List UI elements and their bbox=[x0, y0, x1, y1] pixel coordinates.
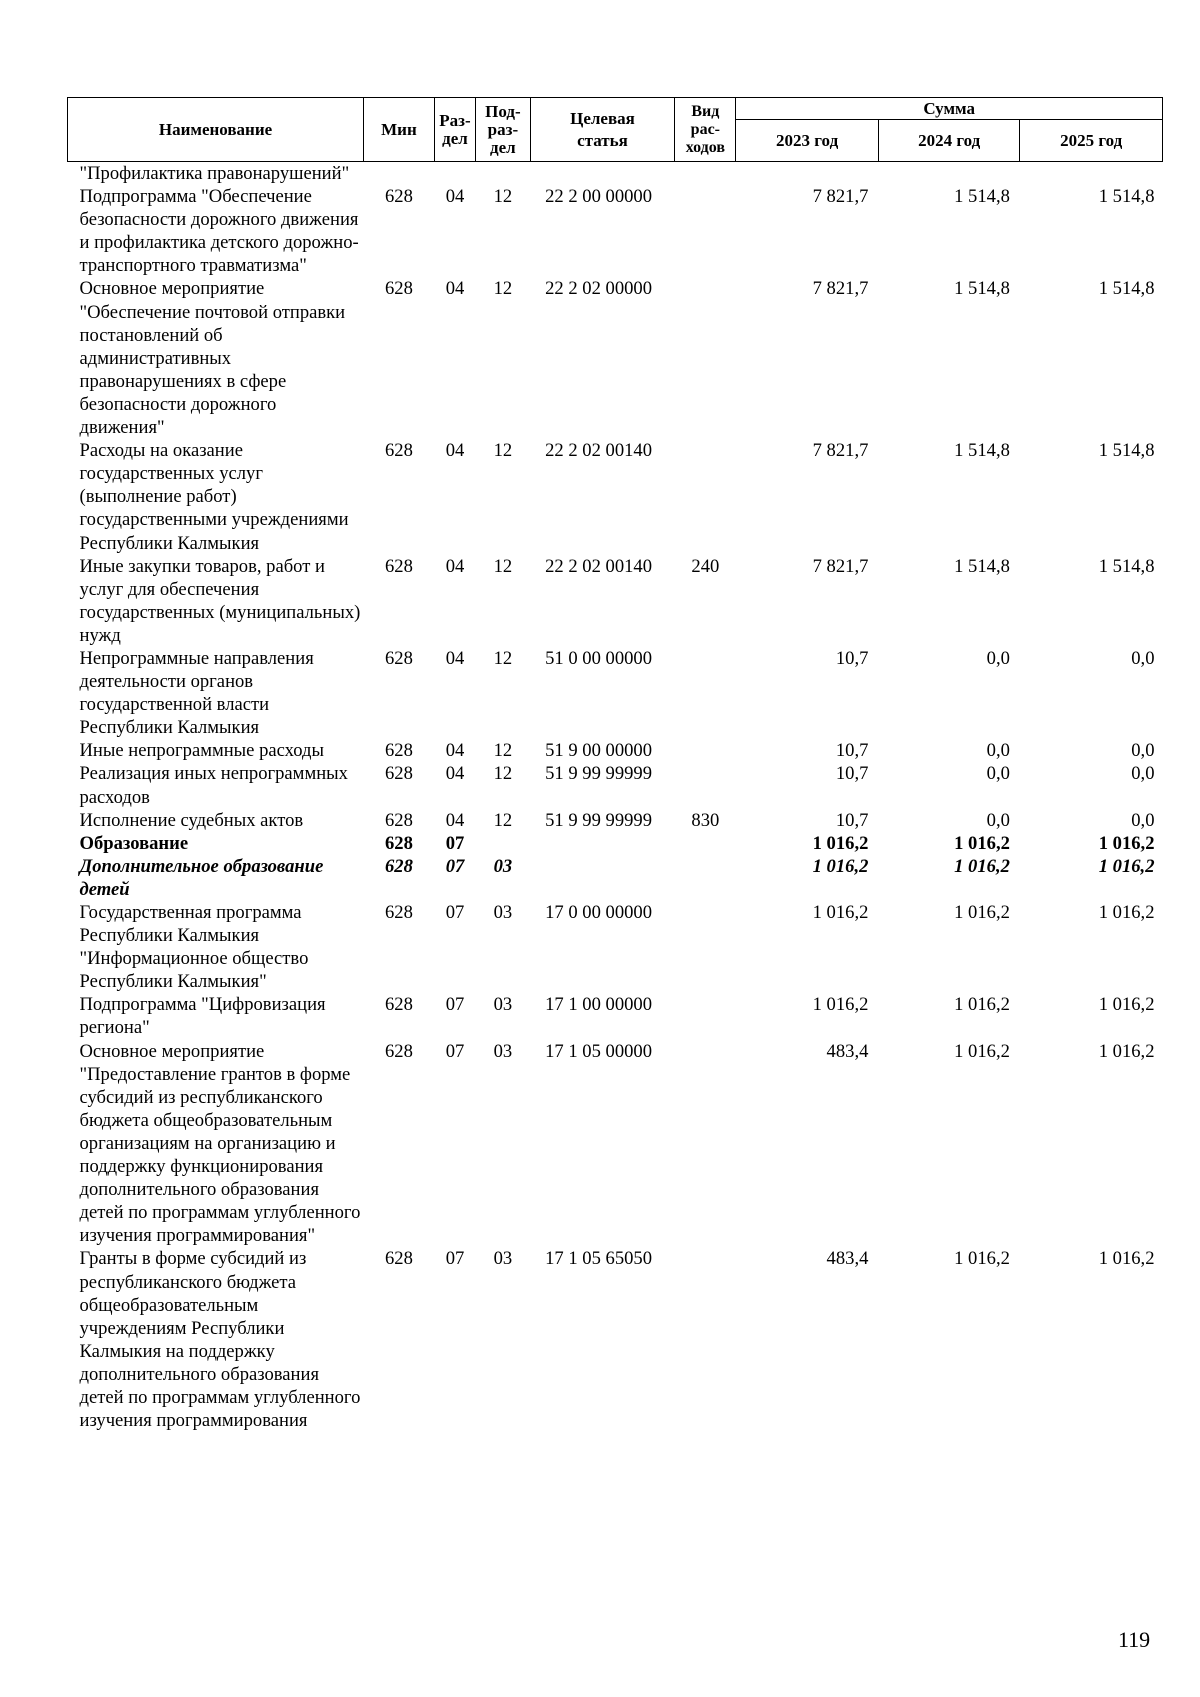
cell-sum-2024: 0,0 bbox=[986, 740, 1010, 762]
cell-name: Реализация иных непрограммных расходов bbox=[79, 763, 348, 808]
cell-sum-2024: 1 514,8 bbox=[954, 278, 1010, 300]
cell-vid-rashodov bbox=[675, 1040, 736, 1248]
cell-celevaya-statya: 17 0 00 00000 bbox=[545, 902, 653, 923]
cell-podrazdel: 12 bbox=[493, 809, 513, 831]
cell-podrazdel: 03 bbox=[493, 902, 513, 923]
cell-celevaya-statya: 51 9 99 99999 bbox=[545, 809, 653, 831]
cell-sum-2025 bbox=[1020, 162, 1163, 186]
cell-celevaya-statya: 51 9 99 99999 bbox=[545, 763, 653, 785]
table-row bbox=[68, 832, 1163, 855]
cell-min: 628 bbox=[384, 278, 413, 300]
cell-razdel: 04 bbox=[445, 647, 465, 669]
cell-min: 628 bbox=[384, 740, 413, 762]
cell-sum-2025: 0,0 bbox=[1131, 763, 1155, 785]
cell-min: 628 bbox=[384, 994, 413, 1016]
cell-vid-rashodov bbox=[675, 762, 736, 808]
cell-celevaya-statya bbox=[530, 162, 675, 186]
cell-celevaya-statya: 17 1 05 00000 bbox=[545, 1040, 653, 1062]
table-row bbox=[68, 762, 1163, 808]
cell-razdel: 07 bbox=[445, 902, 465, 923]
cell-name: Непрограммные направления деятельности органов государственной власти Республики Калмыкия bbox=[79, 647, 314, 739]
cell-sum-2023: 1 016,2 bbox=[812, 855, 869, 877]
table-body bbox=[68, 162, 1163, 1433]
cell-sum-2025: 1 016,2 bbox=[1098, 1040, 1155, 1062]
header-celevaya-statya: Целевая статья bbox=[530, 98, 675, 162]
cell-sum-2023: 7 821,7 bbox=[812, 440, 869, 462]
cell-sum-2025: 0,0 bbox=[1131, 809, 1155, 831]
header-podrazdel: Под- раз- дел bbox=[476, 98, 530, 162]
table-row bbox=[68, 739, 1163, 762]
table-header bbox=[68, 98, 1163, 162]
cell-sum-2025: 1 016,2 bbox=[1098, 855, 1155, 877]
cell-razdel: 07 bbox=[445, 832, 465, 854]
cell-podrazdel: 12 bbox=[493, 740, 513, 762]
table-row bbox=[68, 555, 1163, 647]
header-summa: Сумма bbox=[736, 98, 1163, 120]
cell-sum-2023: 483,4 bbox=[826, 1248, 869, 1270]
cell-min: 628 bbox=[384, 855, 413, 877]
cell-podrazdel: 03 bbox=[493, 1040, 513, 1062]
cell-sum-2025: 1 514,8 bbox=[1098, 440, 1155, 462]
cell-vid-rashodov bbox=[675, 901, 736, 993]
cell-sum-2023: 10,7 bbox=[835, 809, 869, 831]
cell-vid-rashodov: 240 bbox=[691, 555, 720, 577]
cell-sum-2023: 1 016,2 bbox=[812, 994, 869, 1016]
budget-table bbox=[67, 97, 1163, 1432]
cell-sum-2023: 10,7 bbox=[835, 763, 869, 785]
table-row bbox=[68, 647, 1163, 739]
cell-sum-2023: 7 821,7 bbox=[812, 186, 869, 208]
cell-name: Образование bbox=[79, 832, 189, 854]
cell-min: 628 bbox=[384, 809, 413, 831]
cell-min: 628 bbox=[384, 186, 413, 208]
cell-sum-2023 bbox=[736, 162, 879, 186]
cell-vid-rashodov bbox=[675, 993, 736, 1039]
cell-sum-2023: 7 821,7 bbox=[812, 555, 869, 577]
cell-vid-rashodov bbox=[675, 162, 736, 186]
cell-name: Расходы на оказание государственных услуг (выполнение работ) государственными учреждениями Республики Калмыкия bbox=[79, 440, 349, 554]
table-row bbox=[68, 277, 1163, 439]
cell-celevaya-statya: 51 0 00 00000 bbox=[545, 647, 653, 669]
table-row bbox=[68, 439, 1163, 554]
header-vid-rashodov: Вид рас- ходов bbox=[675, 98, 736, 162]
cell-razdel: 04 bbox=[445, 440, 465, 462]
cell-celevaya-statya: 17 1 00 00000 bbox=[545, 994, 653, 1016]
table-row bbox=[68, 855, 1163, 901]
cell-name: "Профилактика правонарушений" bbox=[79, 163, 350, 184]
cell-sum-2025: 1 016,2 bbox=[1098, 902, 1155, 923]
cell-vid-rashodov bbox=[675, 647, 736, 739]
cell-name: Основное мероприятие "Предоставление грантов в форме субсидий из республиканского бюджета общеобразовательным организациям на организацию и поддержку функционирования дополнительного образования детей по программам углубленного изучения программирования" bbox=[79, 1040, 361, 1247]
cell-sum-2024: 1 016,2 bbox=[954, 1248, 1010, 1270]
cell-min: 628 bbox=[384, 1040, 413, 1062]
cell-name: Подпрограмма "Цифровизация региона" bbox=[79, 994, 326, 1039]
cell-sum-2025: 0,0 bbox=[1131, 647, 1155, 669]
cell-sum-2024: 1 514,8 bbox=[954, 440, 1010, 462]
cell-vid-rashodov bbox=[675, 832, 736, 855]
page-number: 119 bbox=[1118, 1627, 1151, 1652]
cell-vid-rashodov bbox=[675, 277, 736, 439]
cell-celevaya-statya: 22 2 00 00000 bbox=[545, 186, 653, 208]
table-row bbox=[68, 185, 1163, 277]
cell-min: 628 bbox=[384, 555, 413, 577]
cell-sum-2024 bbox=[878, 162, 1020, 186]
cell-podrazdel: 12 bbox=[493, 278, 513, 300]
cell-razdel: 04 bbox=[445, 740, 465, 762]
cell-sum-2025: 1 016,2 bbox=[1098, 1248, 1155, 1270]
cell-celevaya-statya bbox=[530, 832, 675, 855]
cell-celevaya-statya bbox=[530, 855, 675, 901]
cell-vid-rashodov bbox=[675, 439, 736, 554]
table-row bbox=[68, 1247, 1163, 1432]
cell-podrazdel: 03 bbox=[493, 855, 513, 877]
header-name: Наименование bbox=[68, 98, 364, 162]
table-row bbox=[68, 993, 1163, 1039]
cell-min: 628 bbox=[384, 647, 413, 669]
cell-name: Иные закупки товаров, работ и услуг для обеспечения государственных (муниципальных) нужд bbox=[79, 555, 361, 646]
cell-podrazdel: 12 bbox=[493, 647, 513, 669]
cell-sum-2025: 1 514,8 bbox=[1098, 278, 1155, 300]
cell-razdel: 07 bbox=[445, 1248, 465, 1270]
cell-sum-2025: 1 514,8 bbox=[1098, 186, 1155, 208]
cell-razdel: 07 bbox=[445, 1040, 465, 1062]
cell-celevaya-statya: 22 2 02 00000 bbox=[545, 278, 653, 300]
cell-sum-2025: 1 016,2 bbox=[1098, 832, 1155, 854]
cell-name: Исполнение судебных актов bbox=[79, 809, 304, 831]
cell-podrazdel: 03 bbox=[493, 1248, 513, 1270]
cell-sum-2024: 1 016,2 bbox=[954, 832, 1010, 854]
cell-sum-2024: 1 514,8 bbox=[954, 186, 1010, 208]
cell-sum-2024: 1 514,8 bbox=[954, 555, 1010, 577]
cell-sum-2024: 0,0 bbox=[986, 647, 1010, 669]
header-year-2025: 2025 год bbox=[1020, 120, 1163, 162]
cell-min: 628 bbox=[384, 1248, 413, 1270]
cell-sum-2024: 1 016,2 bbox=[954, 994, 1010, 1016]
cell-podrazdel: 03 bbox=[493, 994, 513, 1016]
cell-sum-2025: 0,0 bbox=[1131, 740, 1155, 762]
cell-sum-2023: 483,4 bbox=[826, 1040, 869, 1062]
cell-sum-2023: 7 821,7 bbox=[812, 278, 869, 300]
cell-razdel: 04 bbox=[445, 186, 465, 208]
cell-vid-rashodov bbox=[675, 185, 736, 277]
cell-razdel: 04 bbox=[445, 809, 465, 831]
table-row bbox=[68, 162, 1163, 186]
cell-name: Основное мероприятие "Обеспечение почтовой отправки постановлений об административных правонарушениях в сфере безопасности дорожного движения" bbox=[79, 278, 346, 439]
cell-podrazdel: 12 bbox=[493, 186, 513, 208]
cell-podrazdel bbox=[476, 832, 530, 855]
cell-min: 628 bbox=[384, 763, 413, 785]
cell-min bbox=[364, 162, 435, 186]
cell-sum-2023: 10,7 bbox=[835, 740, 869, 762]
cell-vid-rashodov bbox=[675, 739, 736, 762]
cell-name: Дополнительное образование детей bbox=[79, 855, 324, 900]
cell-razdel: 07 bbox=[445, 994, 465, 1016]
header-year-2024: 2024 год bbox=[878, 120, 1020, 162]
cell-sum-2023: 10,7 bbox=[835, 647, 869, 669]
cell-vid-rashodov bbox=[675, 1247, 736, 1432]
cell-sum-2025: 1 514,8 bbox=[1098, 555, 1155, 577]
cell-name: Государственная программа Республики Калмыкия "Информационное общество Республики Калмыкия" bbox=[79, 902, 309, 993]
cell-min: 628 bbox=[384, 440, 413, 462]
cell-name: Гранты в форме субсидий из республиканского бюджета общеобразовательным учреждениям Республики Калмыкия на поддержку дополнительного образования детей по программам углубленного изучения программирования bbox=[79, 1248, 361, 1432]
cell-razdel: 04 bbox=[445, 278, 465, 300]
cell-vid-rashodov bbox=[675, 855, 736, 901]
cell-sum-2023: 1 016,2 bbox=[812, 902, 869, 923]
cell-vid-rashodov: 830 bbox=[691, 809, 720, 831]
cell-celevaya-statya: 17 1 05 65050 bbox=[545, 1248, 653, 1270]
cell-min: 628 bbox=[384, 832, 413, 854]
cell-razdel: 07 bbox=[445, 855, 465, 877]
cell-name: Подпрограмма "Обеспечение безопасности дорожного движения и профилактика детского дорожно-транспортного травматизма" bbox=[79, 186, 359, 277]
cell-podrazdel: 12 bbox=[493, 440, 513, 462]
cell-sum-2025: 1 016,2 bbox=[1098, 994, 1155, 1016]
cell-celevaya-statya: 22 2 02 00140 bbox=[545, 440, 653, 462]
cell-celevaya-statya: 51 9 00 00000 bbox=[545, 740, 653, 762]
cell-razdel bbox=[434, 162, 475, 186]
cell-min: 628 bbox=[384, 902, 413, 923]
table-row bbox=[68, 809, 1163, 832]
header-razdel: Раз- дел bbox=[434, 98, 475, 162]
table-row bbox=[68, 901, 1163, 993]
cell-sum-2024: 1 016,2 bbox=[954, 1040, 1010, 1062]
cell-sum-2024: 1 016,2 bbox=[954, 902, 1010, 923]
cell-sum-2024: 0,0 bbox=[986, 809, 1010, 831]
cell-razdel: 04 bbox=[445, 555, 465, 577]
header-year-2023: 2023 год bbox=[736, 120, 879, 162]
cell-sum-2024: 0,0 bbox=[986, 763, 1010, 785]
table-row bbox=[68, 1040, 1163, 1248]
cell-podrazdel: 12 bbox=[493, 763, 513, 785]
cell-podrazdel bbox=[476, 162, 530, 186]
cell-celevaya-statya: 22 2 02 00140 bbox=[545, 555, 653, 577]
header-min: Мин bbox=[364, 98, 435, 162]
cell-razdel: 04 bbox=[445, 763, 465, 785]
cell-sum-2024: 1 016,2 bbox=[954, 855, 1010, 877]
cell-podrazdel: 12 bbox=[493, 555, 513, 577]
cell-name: Иные непрограммные расходы bbox=[79, 740, 324, 762]
cell-sum-2023: 1 016,2 bbox=[812, 832, 869, 854]
